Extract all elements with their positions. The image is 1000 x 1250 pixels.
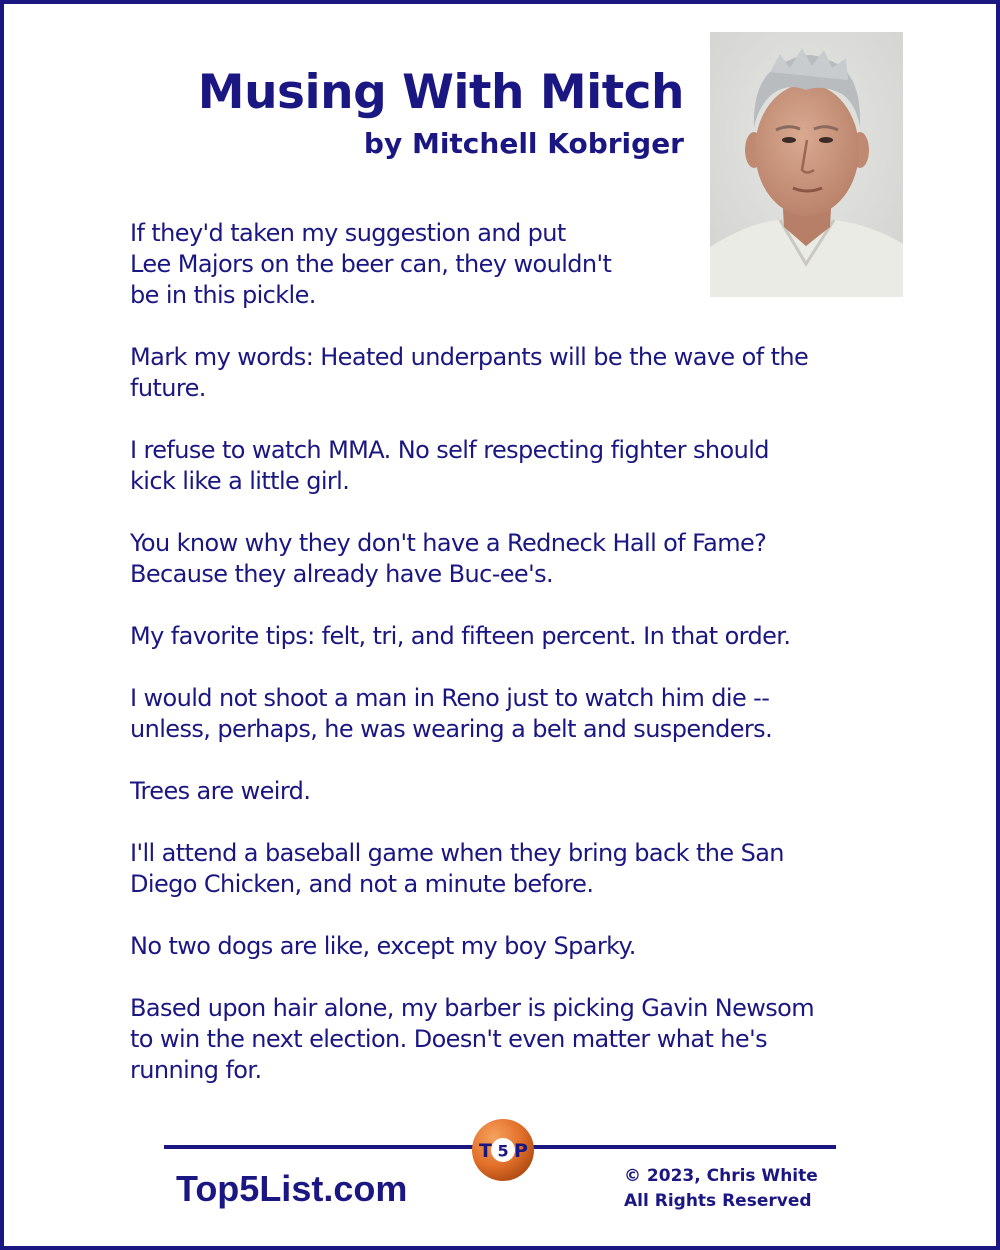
musing-paragraph (130, 342, 814, 404)
text-line: If they'd taken my suggestion and put (130, 219, 566, 247)
text-line: be in this pickle. (130, 281, 316, 309)
site-name: Top5List.com (176, 1168, 408, 1209)
text-line: My favorite tips: felt, tri, and fifteen percent. In that order. (130, 622, 791, 650)
text-line: to win the next election. Doesn't even matter what he's (130, 1025, 767, 1053)
text-line: You know why they don't have a Redneck Hall of Fame? (130, 529, 767, 557)
text-line: kick like a little girl. (130, 467, 350, 495)
rights-line: All Rights Reserved (624, 1191, 812, 1211)
text-line: Lee Majors on the beer can, they wouldn't (130, 250, 612, 278)
copyright-line: © 2023, Chris White (624, 1166, 818, 1186)
text-line: Diego Chicken, and not a minute before. (130, 870, 594, 898)
musing-paragraph (130, 931, 814, 962)
text-line: Mark my words: Heated underpants will be the wave of the (130, 343, 809, 371)
text-line: I would not shoot a man in Reno just to watch him die -- (130, 684, 770, 712)
author-byline: by Mitchell Kobriger (363, 127, 684, 160)
musing-paragraph (130, 528, 814, 590)
copyright-notice (624, 1164, 834, 1214)
text-line: future. (130, 374, 206, 402)
musing-paragraph (130, 218, 814, 311)
musing-paragraph (130, 776, 814, 807)
musing-paragraph (130, 683, 814, 745)
musings-text (130, 218, 814, 1117)
musing-paragraph (130, 435, 814, 497)
text-line: No two dogs are like, except my boy Sparky. (130, 932, 636, 960)
musing-paragraph (130, 838, 814, 900)
musing-paragraph (130, 621, 814, 652)
text-line: unless, perhaps, he was wearing a belt and suspenders. (130, 715, 773, 743)
logo-letter-t: T (479, 1140, 492, 1162)
text-line: running for. (130, 1056, 262, 1084)
logo-letter-p: P (514, 1140, 528, 1162)
text-line: Trees are weird. (130, 777, 311, 805)
text-line: I refuse to watch MMA. No self respecting fighter should (130, 436, 769, 464)
text-line: I'll attend a baseball game when they bring back the San (130, 839, 784, 867)
page-title: Musing With Mitch (197, 65, 684, 120)
text-line: Because they already have Buc-ee's. (130, 560, 554, 588)
text-line: Based upon hair alone, my barber is picking Gavin Newsom (130, 994, 815, 1022)
musing-paragraph (130, 993, 814, 1086)
logo-digit-5: 5 (497, 1141, 509, 1161)
top5-ball-logo (470, 1117, 536, 1183)
